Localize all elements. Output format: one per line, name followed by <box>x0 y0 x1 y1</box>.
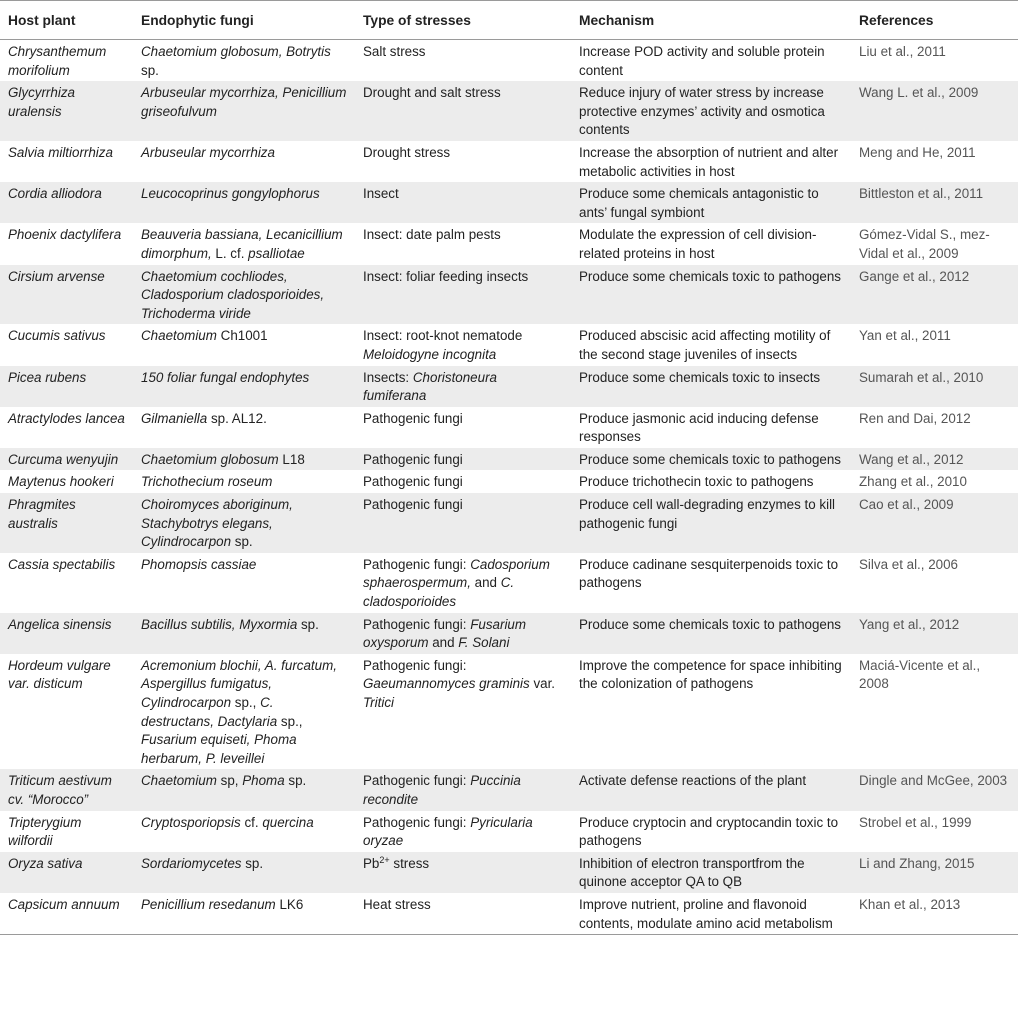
stress-type-cell-segment: var. <box>529 676 556 692</box>
mechanism-cell: Produce cell wall-degrading enzymes to kill pathogenic fungi <box>571 493 851 553</box>
table-row <box>0 81 1018 141</box>
stress-type-cell-segment: Cadosporium sphaerospermum, <box>363 556 550 591</box>
stress-type-cell-segment: Pathogenic fungi <box>363 451 463 467</box>
endophytic-fungi-cell <box>133 769 355 810</box>
stress-type-cell-segment: Pathogenic fungi: <box>363 657 467 673</box>
host-plant-cell: Phragmites australis <box>0 493 133 553</box>
stress-type-cell <box>355 613 571 654</box>
stress-type-cell-segment: and <box>470 575 501 591</box>
stress-type-cell-segment: Insect <box>363 186 399 202</box>
stress-type-cell <box>355 654 571 770</box>
stress-type-cell-segment: Pathogenic fungi: <box>363 616 471 632</box>
stress-type-cell-segment: Insect: foliar feeding insects <box>363 268 529 284</box>
endophytic-fungi-cell-segment: Arbuseular mycorrhiza, Penicillium griseofulvum <box>141 85 347 119</box>
mechanism-cell: Produce cryptocin and cryptocandin toxic to pathogens <box>579 814 839 849</box>
endophytic-fungi-cell-segment: Chaetomium <box>141 328 217 344</box>
endophytic-fungi-cell-segment: LK6 <box>275 896 304 912</box>
stress-type-cell <box>355 141 571 182</box>
mechanism-cell: Produce trichothecin toxic to pathogens <box>579 474 814 490</box>
endophytic-fungi-cell-segment: Trichothecium roseum <box>141 474 273 490</box>
table-header <box>0 1 1018 40</box>
host-plant-cell: Oryza sativa <box>0 852 133 893</box>
stress-type-cell <box>355 223 571 264</box>
table-row <box>0 182 1018 223</box>
reference-cell: Li and Zhang, 2015 <box>851 852 1018 893</box>
endophytic-fungi-cell <box>133 366 355 407</box>
mechanism-cell: Produce some chemicals toxic to pathogens <box>571 613 851 654</box>
stress-type-cell-segment: Pb <box>363 855 380 871</box>
mechanism-cell: Produced abscisic acid affecting motility of the second stage juveniles of insects <box>579 328 831 362</box>
mechanism-cell: Produce cadinane sesquiterpenoids toxic to pathogens <box>579 556 839 591</box>
endophytic-fungi-cell-segment: Choiromyces aboriginum, Stachybotrys elegans, Cylindrocarpon <box>141 497 293 550</box>
reference-cell: Maciá-Vicente et al., 2008 <box>859 657 981 692</box>
stress-type-cell-segment: Salt stress <box>363 44 426 59</box>
stress-type-cell-segment: Insect: date palm pests <box>363 227 501 243</box>
stress-type-cell-segment: Insect: root-knot nematode <box>363 328 523 344</box>
stress-type-cell <box>355 366 571 407</box>
table-row <box>0 470 1018 493</box>
endophytic-fungi-cell <box>133 852 355 893</box>
mechanism-cell: Increase the absorption of nutrient and alter metabolic activities in host <box>579 144 839 179</box>
stress-type-cell <box>355 470 571 493</box>
stress-type-cell-segment: Choristoneura fumiferana <box>363 369 497 404</box>
endophytic-fungi-cell-segment: Acremonium blochii, A. furcatum, Aspergillus fumigatus, Cylindrocarpon <box>141 657 337 710</box>
stress-type-cell <box>355 852 571 893</box>
stress-type-cell-segment: F. Solani <box>458 635 510 651</box>
table-row <box>0 769 1018 810</box>
reference-cell: Khan et al., 2013 <box>851 893 1018 935</box>
endophytic-fungi-cell-segment: sp., <box>277 713 303 729</box>
host-plant-cell: Cirsium arvense <box>0 265 133 325</box>
stress-type-cell-segment: and <box>428 635 459 651</box>
stress-type-cell-segment: Meloidogyne incognita <box>363 346 497 362</box>
endophytic-fungi-cell-segment: Penicillium resedanum <box>141 896 276 912</box>
endophytic-fungi-cell-segment: L. cf. <box>215 245 245 261</box>
endophytic-fungi-cell-segment: L18 <box>278 451 305 467</box>
reference-cell: Yang et al., 2012 <box>851 613 1018 654</box>
host-plant-cell: Chrysanthemum morifolium <box>8 44 107 78</box>
stress-type-cell <box>355 324 571 365</box>
table-row <box>0 448 1018 471</box>
mechanism-cell: Improve nutrient, proline and flavonoid contents, modulate amino acid metabolism <box>571 893 851 935</box>
stress-type-cell-segment: Pathogenic fungi <box>363 474 463 490</box>
endophytic-fungi-cell-segment: sp, <box>216 773 243 789</box>
endophytic-fungi-cell-segment: Arbuseular mycorrhiza <box>141 144 275 160</box>
stress-type-cell-segment: Pathogenic fungi: <box>363 773 471 789</box>
stress-type-cell-segment: Gaeumannomyces graminis <box>363 676 530 692</box>
mechanism-cell: Produce some chemicals toxic to insects <box>571 366 851 407</box>
endophytic-fungi-cell-segment: sp. <box>297 616 319 632</box>
reference-cell: Wang L. et al., 2009 <box>851 81 1018 141</box>
host-plant-cell: Glycyrrhiza uralensis <box>0 81 133 141</box>
stress-type-cell <box>355 493 571 553</box>
endophytic-fungi-cell <box>133 654 355 770</box>
endophytic-fungi-cell-segment: sp. <box>241 855 264 871</box>
stress-type-cell-segment: Drought and salt stress <box>363 85 501 101</box>
table-row <box>0 852 1018 893</box>
table-row <box>0 407 1018 448</box>
mechanism-cell: Produce jasmonic acid inducing defense responses <box>579 410 819 445</box>
header-endophytic-fungi: Endophytic fungi <box>133 1 355 40</box>
table-row <box>0 893 1018 935</box>
endophytic-fungi-cell-segment: Sordariomycetes <box>141 855 242 871</box>
stress-type-cell <box>355 811 571 852</box>
host-plant-cell: Curcuma wenyujin <box>0 448 133 471</box>
endophytic-fungi-cell <box>133 81 355 141</box>
stress-type-cell <box>355 553 571 613</box>
host-plant-cell: Atractylodes lancea <box>8 410 125 426</box>
endophytic-fungi-cell-segment: sp. <box>284 773 307 789</box>
reference-cell: Gange et al., 2012 <box>851 265 1018 325</box>
endophytic-fungi-cell-segment: 150 foliar fungal endophytes <box>141 369 310 385</box>
stress-type-cell <box>355 448 571 471</box>
table-row <box>0 613 1018 654</box>
endophytic-fungi-cell <box>133 493 355 553</box>
mechanism-cell: Modulate the expression of cell division-related proteins in host <box>579 227 817 261</box>
endophytic-fungi-cell <box>133 141 355 182</box>
host-plant-cell: Picea rubens <box>0 366 133 407</box>
reference-cell: Strobel et al., 1999 <box>859 814 972 830</box>
endophytic-fungi-cell <box>133 182 355 223</box>
host-plant-cell: Triticum aestivum cv. “Morocco” <box>0 769 133 810</box>
host-plant-cell: Capsicum annuum <box>0 893 133 935</box>
endophytic-fungi-cell <box>133 448 355 471</box>
stress-type-cell-segment: Fusarium oxysporum <box>363 616 527 651</box>
endophytic-fungi-cell-segment: Phoma <box>242 773 285 789</box>
table-row <box>0 265 1018 325</box>
endophytic-fungi-cell-segment: Chaetomium globosum <box>141 451 279 467</box>
stress-type-cell <box>355 40 571 82</box>
reference-cell: Yan et al., 2011 <box>859 328 951 344</box>
reference-cell: Zhang et al., 2010 <box>859 474 967 490</box>
endophytic-fungi-cell-segment: Ch1001 <box>216 328 268 344</box>
endophytic-fungi-cell-segment: sp. AL12. <box>207 410 267 426</box>
host-plant-cell: Cucumis sativus <box>8 328 106 344</box>
endophytic-fungi-cell <box>133 893 355 935</box>
stress-type-cell-segment: Pathogenic fungi: <box>363 814 471 830</box>
endophytic-fungi-cell-segment: psalliotae <box>244 245 305 261</box>
endophytic-fungi-cell-segment: Chaetomium globosum, Botrytis <box>141 44 331 59</box>
endophytic-fungi-cell <box>133 470 355 493</box>
mechanism-cell: Activate defense reactions of the plant <box>571 769 851 810</box>
stress-type-cell-segment: Pyricularia oryzae <box>363 814 533 849</box>
table-row <box>0 553 1018 613</box>
stress-type-cell <box>355 182 571 223</box>
mechanism-cell: Increase POD activity and soluble protein content <box>579 44 825 78</box>
stress-type-cell <box>355 769 571 810</box>
endophytic-fungi-cell <box>133 324 355 365</box>
table-row <box>0 223 1018 264</box>
header-row <box>0 1 1018 40</box>
stress-type-cell-segment: Pathogenic fungi: <box>363 556 471 572</box>
endophytic-fungi-cell-segment: sp. <box>141 62 159 78</box>
table-row <box>0 811 1018 852</box>
mechanism-cell: Improve the competence for space inhibiting the colonization of pathogens <box>579 657 842 692</box>
table-row <box>0 40 1018 82</box>
mechanism-cell: Produce some chemicals toxic to pathogens <box>571 448 851 471</box>
stress-type-cell-segment: stress <box>389 855 430 871</box>
reference-cell: Cao et al., 2009 <box>851 493 1018 553</box>
table-row <box>0 141 1018 182</box>
endophytic-fungi-cell-segment: sp., <box>231 695 261 710</box>
reference-cell: Sumarah et al., 2010 <box>851 366 1018 407</box>
endophytic-fungi-cell-segment: Cryptosporiopsis <box>141 814 241 830</box>
host-plant-cell: Cordia alliodora <box>0 182 133 223</box>
reference-cell: Silva et al., 2006 <box>859 556 959 572</box>
stress-type-cell-segment: Puccinia recondite <box>363 773 521 807</box>
mechanism-cell: Reduce injury of water stress by increase protective enzymes’ activity and osmotica contents <box>571 81 851 141</box>
header-references: References <box>851 1 1018 40</box>
mechanism-cell: Produce some chemicals toxic to pathogens <box>571 265 851 325</box>
endophytic-fungi-cell <box>133 613 355 654</box>
stress-type-cell-segment: Heat stress <box>363 896 431 912</box>
endophytic-fungi-cell-segment: Gilmaniella <box>141 410 208 426</box>
table-row <box>0 324 1018 365</box>
stress-type-cell-segment: Insects: <box>363 369 413 385</box>
reference-cell: Bittleston et al., 2011 <box>851 182 1018 223</box>
stress-type-cell-segment: Pathogenic fungi <box>363 410 463 426</box>
host-plant-cell: Maytenus hookeri <box>8 474 114 490</box>
stress-type-cell <box>355 265 571 325</box>
stress-type-cell-segment: Pathogenic fungi <box>363 497 463 513</box>
table-body <box>0 40 1018 935</box>
endophytic-fungi-cell-segment: Bacillus subtilis, Myxormia <box>141 616 298 632</box>
mechanism-cell: Produce some chemicals antagonistic to ants’ fungal symbiont <box>571 182 851 223</box>
host-plant-cell: Hordeum vulgare var. disticum <box>8 657 111 692</box>
mechanism-cell: Inhibition of electron transportfrom the quinone acceptor QA to QB <box>571 852 851 893</box>
endophytic-fungi-cell-segment: sp. <box>231 534 253 550</box>
endophytic-fungi-cell <box>133 407 355 448</box>
endophytic-fungi-cell-segment: Chaetomium <box>141 773 217 789</box>
endophytic-fungi-cell <box>133 265 355 325</box>
stress-type-cell <box>355 81 571 141</box>
reference-cell: Wang et al., 2012 <box>851 448 1018 471</box>
endophytic-fungi-cell-segment: C. destructans, Dactylaria <box>141 695 278 729</box>
endophytic-fungi-cell <box>133 553 355 613</box>
stress-type-cell <box>355 407 571 448</box>
stress-type-cell <box>355 893 571 935</box>
host-plant-cell: Phoenix dactylifera <box>8 227 122 243</box>
endophytic-fungi-cell-segment: cf. <box>240 814 263 830</box>
host-plant-cell: Angelica sinensis <box>0 613 133 654</box>
endophytic-fungi-cell-segment: Fusarium equiseti, Phoma herbarum, P. leveillei <box>141 732 297 766</box>
header-mechanism: Mechanism <box>571 1 851 40</box>
endophytic-fungi-cell <box>133 223 355 264</box>
reference-cell: Dingle and McGee, 2003 <box>851 769 1018 810</box>
endophytic-fungi-cell-segment: Chaetomium cochliodes, Cladosporium cladosporioides, Trichoderma viride <box>141 268 325 321</box>
reference-cell: Ren and Dai, 2012 <box>859 410 971 426</box>
header-type-of-stresses: Type of stresses <box>355 1 571 40</box>
table-row <box>0 654 1018 770</box>
stress-type-cell-segment: C. cladosporioides <box>363 575 515 610</box>
table-row <box>0 366 1018 407</box>
host-plant-cell: Salvia miltiorrhiza <box>8 144 113 160</box>
reference-cell: Meng and He, 2011 <box>859 144 976 160</box>
stress-type-cell-segment: Drought stress <box>363 144 451 160</box>
host-plant-cell: Cassia spectabilis <box>8 556 116 572</box>
table-row <box>0 493 1018 553</box>
endophytic-fungi-cell <box>133 40 355 82</box>
endophytic-fungi-cell-segment: quercina <box>262 814 314 830</box>
stress-type-cell-segment: 2+ <box>379 854 390 865</box>
endophytic-fungi-cell <box>133 811 355 852</box>
host-plant-cell: Tripterygium wilfordii <box>8 814 82 849</box>
endophytic-fungi-cell-segment: Beauveria bassiana, Lecanicillium dimorphum, <box>141 227 343 261</box>
endophytic-fungi-cell-segment: Phomopsis cassiae <box>141 556 257 572</box>
endophytic-fungi-cell-segment: Leucocoprinus gongylophorus <box>141 186 320 202</box>
reference-cell: Gómez-Vidal S., mez-Vidal et al., 2009 <box>859 227 990 261</box>
header-host-plant: Host plant <box>0 1 133 40</box>
stress-type-cell-segment: Tritici <box>363 695 394 710</box>
reference-cell: Liu et al., 2011 <box>859 44 946 59</box>
